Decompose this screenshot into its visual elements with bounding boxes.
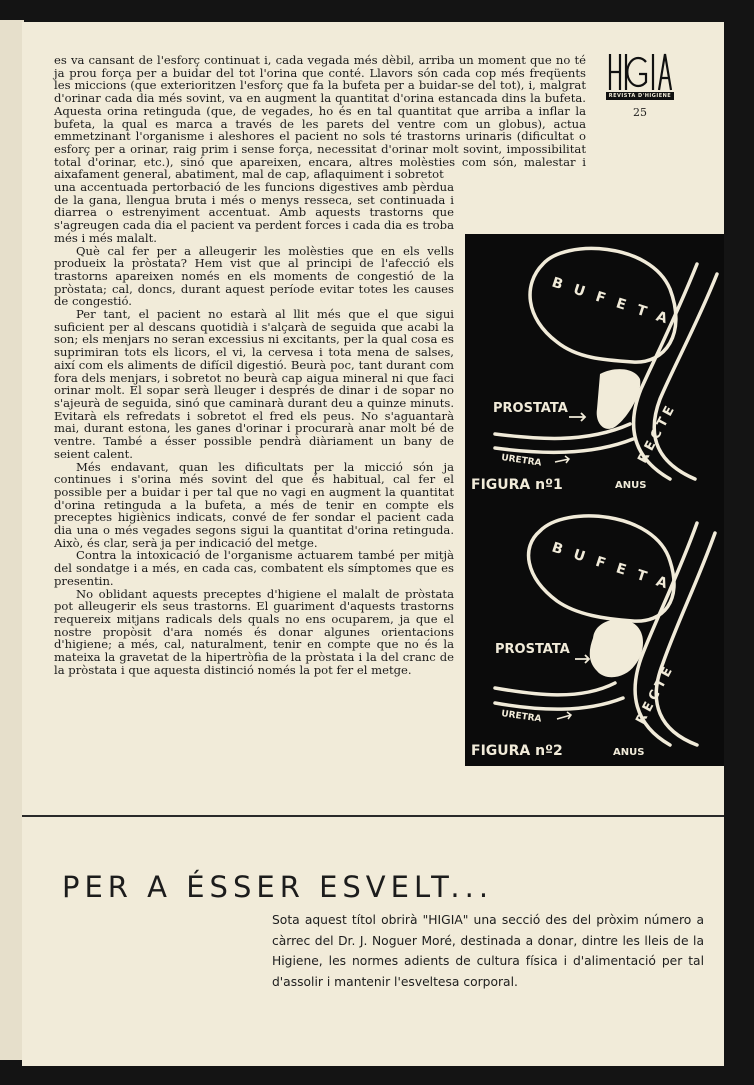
rectum-outline <box>656 533 715 745</box>
page-number: 25 <box>633 106 647 119</box>
article-paragraph: Contra la intoxicació de l'organisme actuarem també per mitjà del sondatge i a més, en cada cas, combatent els símptomes que es presentin. <box>54 548 454 588</box>
figures-panel <box>465 234 724 766</box>
article-paragraph: No oblidant aquests preceptes d'higiene el malalt de pròstata pot alleugerir els seus trastorns. El guariment d'aquests trastorns requereix mitjans radicals dels quals no ens ocuparem, ja que el nostre propòsit d'ara només és donar algunes orientacions d'higiene; a més, cal, naturalment, tenir en compte que no és la mateixa la gravetat de la hipertròfia de la pròstata i la del cranc de la pròstata i que aquesta distinció només la pot fer el metge. <box>54 586 454 677</box>
section-headline: PER A ÉSSER ESVELT... <box>62 870 494 904</box>
arrow-icon <box>557 712 571 719</box>
article-paragraph: una accentuada pertorbació de les funcions digestives amb pèrdua de la gana, llengua bruta i més o menys resseca, set continuada i diarrea o estrenyiment accentuat. Amb aquests trastorns que s'agreugen cada dia el pacient va perdent forces i cada dia es troba més i més malalt. <box>54 180 454 245</box>
figure-caption: FIGURA nº1 <box>471 477 563 493</box>
prostate-label: PROSTATA <box>493 401 568 416</box>
arrow-icon <box>555 456 569 463</box>
prostate-label: PROSTATA <box>495 642 570 657</box>
page-header <box>605 52 675 119</box>
urethra-label: URETRA <box>500 709 543 725</box>
article-paragraph: Per tant, el pacient no estarà al llit més que el que sigui suficient per al descans quotidià i s'alçarà de seguida que acabi la son; els menjars no seran excessius ni excitants, per la qual cosa es suprimiran tots els licors, el vi, la cervesa i tota mena de salses, així com els aliments de difícil digestió. Beurà poc, tant durant com fora dels menjars, i sobretot no beurà cap aigua mineral ni que faci orinar molt. El sopar serà lleuger i després de dinar i de sopar no s'ajeurà de seguida, sinó que caminarà durant deu a quinze minuts. Evitarà els refredats i sobretot el fred els peus. No s'aguantarà mai, durant estona, les ganes d'orinar i procurarà anar molt bé de ventre. També a ésser possible pendrà diàriament un bany de seient calent. <box>54 307 454 461</box>
magazine-page <box>22 22 724 1066</box>
arrow-icon <box>575 655 589 663</box>
figure-1-diagram <box>465 234 724 497</box>
figure-2 <box>465 503 724 766</box>
article-paragraph: Més endavant, quan les dificultats per la micció són ja continues i s'orina més sovint del que és habitual, cal fer el possible per a buidar i per tal que no vagi en augment la quantitat d'orina retinguda a la bufeta, a més de tenir en compte els preceptes higiènics indicats, convé de fer sondar el pacient cada dia una o més vegades segons sigui la quantitat d'orina retinguda. Això, és clar, serà ja per indicació del metge. <box>54 459 454 550</box>
arrow-icon <box>569 413 585 421</box>
bladder-label: BUFETA <box>549 539 681 596</box>
article-paragraph: Què cal fer per a alleugerir les molèsties que en els vells produeix la pròstata? Hem vist que al principi de l'afecció els trastorns apareixen només en els moments de congestió de la pròstata; cal, doncs, durant aquest període evitar totes les causes de congestió. <box>54 243 454 309</box>
figure-1 <box>465 234 724 497</box>
anus-label: ANUS <box>615 480 647 491</box>
higia-logo <box>605 52 675 100</box>
bladder-label: BUFETA <box>549 274 681 331</box>
figure-caption: FIGURA nº2 <box>471 743 563 759</box>
section-notice: Sota aquest títol obrirà "HIGIA" una secció des del pròxim número a càrrec del Dr. J. Noguer Moré, destinada a donar, dintre les lleis de la Higiene, les normes adients de cultura física i d'alimentació per tal d'assolir i mantenir l'esveltesa corporal. <box>272 913 704 989</box>
rectum-label: RECTE <box>635 400 680 466</box>
higia-logo-mark <box>607 52 673 92</box>
rectum-label: RECTE <box>633 661 678 727</box>
prostate-shape <box>590 619 643 677</box>
anus-label: ANUS <box>613 747 645 758</box>
urethra-outline <box>495 683 623 709</box>
article-paragraph: es va cansant de l'esforç continuat i, cada vegada més dèbil, arriba un moment que no té ja prou força per a buidar del tot l'orina que conté. Llavors són cada cop més freqüents les miccions (que exterioritzen l'esforç que fa la bufeta per a buidar-se del tot), i, malgrat d'orinar cada dia més sovint, va en augment la quantitat d'orina estancada dins la bufeta. Aquesta orina retinguda (que, de vegades, ho és en tal quantitat que arriba a inflar la bufeta, la qual es marca a través de les parets del ventre com un globus), actua emmetzinant l'organisme i aleshores el pacient no sols té trastorns urinaris (dificultat o esforç per a orinar, raig prim i sense força, necessitat d'orinar molt sovint, impossibilitat total d'orinar, etc.), sinó que apareixen, encara, altres molèsties com són, malestar i aixafament general, abatiment, mal de cap, aflaquiment i sobretot <box>54 53 586 182</box>
figure-2-diagram <box>465 503 724 766</box>
rectum-outline <box>654 274 717 479</box>
urethra-label: URETRA <box>500 453 543 469</box>
section-divider <box>22 815 724 817</box>
logo-subtitle: REVISTA D'HIGIENE <box>606 92 674 100</box>
facing-page-edge <box>0 20 24 1060</box>
